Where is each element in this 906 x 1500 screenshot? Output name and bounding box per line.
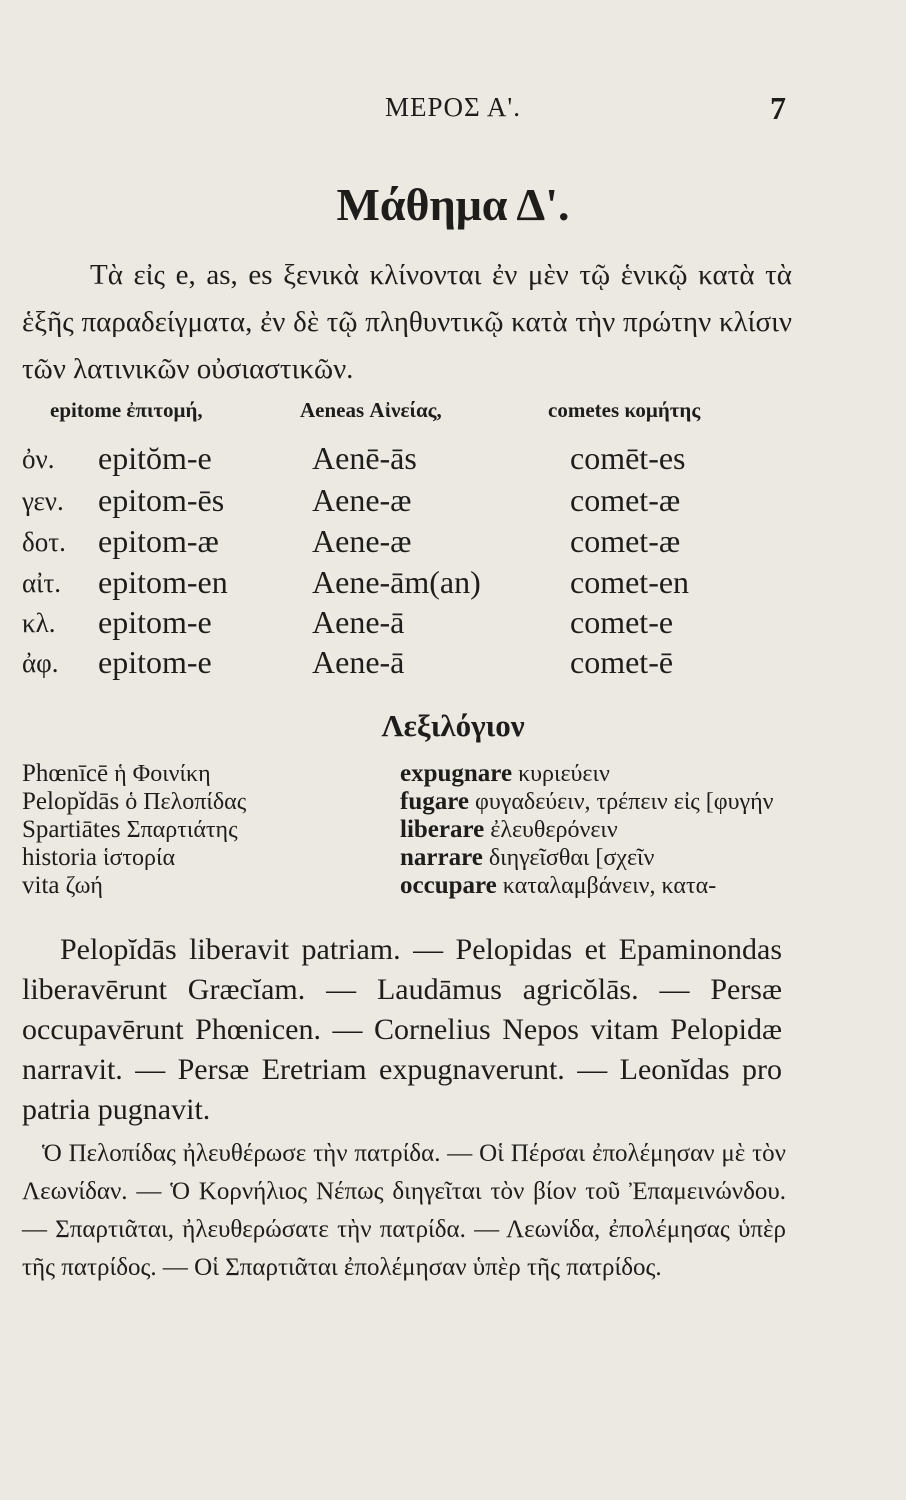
epitome-form: epitom-en	[98, 564, 228, 600]
lexicon-entry	[400, 844, 820, 872]
page-number: 7	[770, 90, 786, 126]
lexicon-left-column	[22, 760, 382, 900]
lexicon-latin: Phœnīcē	[22, 760, 109, 787]
case-label: αἰτ.	[22, 568, 62, 598]
declension-row	[22, 482, 882, 526]
declension-row	[22, 440, 882, 484]
lexicon-entry	[22, 760, 382, 788]
declension-row	[22, 644, 882, 688]
lexicon-entry	[400, 872, 820, 900]
lexicon-greek: κυριεύειν	[518, 761, 610, 787]
declension-row	[22, 523, 882, 567]
declension-row	[22, 564, 882, 608]
lexicon-latin: narrare	[400, 844, 483, 871]
aeneas-form: Aenē-ās	[312, 440, 417, 476]
declension-header-aeneas: Aeneas Αἰνείας,	[300, 398, 442, 422]
lexicon-greek: ζωή	[65, 873, 103, 899]
lexicon-greek: ἱστορία	[103, 845, 176, 871]
lexicon-greek: ἡ Φοινίκη	[114, 761, 211, 787]
lexicon-entry	[400, 760, 820, 788]
declension-row	[22, 604, 882, 648]
lexicon-latin: fugare	[400, 788, 469, 815]
lexicon-latin: expugnare	[400, 760, 513, 787]
lexicon-greek: ὁ Πελοπίδας	[125, 789, 247, 815]
lexicon-greek: Σπαρτιάτης	[126, 817, 238, 843]
case-label: ἀφ.	[22, 648, 59, 678]
lexicon-latin: occupare	[400, 872, 497, 899]
aeneas-form: Aene-ā	[312, 644, 405, 680]
lexicon-right-column	[400, 760, 820, 900]
case-label: γεν.	[22, 486, 64, 516]
declension-header-epitome: epitome ἐπιτομή,	[50, 398, 203, 422]
aeneas-form: Aene-æ	[312, 482, 412, 518]
cometes-form: comet-æ	[570, 482, 681, 518]
lexicon-title: Λεξιλόγιον	[381, 708, 525, 743]
greek-exercise-paragraph: Ὁ Πελοπίδας ἠλευθέρωσε τὴν πατρίδα. — Οἱ Πέρσαι ἐπολέμησαν μὲ τὸν Λεωνίδαν. — Ὁ Κορνήλιος Νέπως διηγεῖται τὸν βίον τοῦ Ἐπαμεινώνδου. — Σπαρτιᾶται, ἠλευθερώσατε τὴν πατρίδα. — Λεωνίδα, ἐπολέμησας ὑπὲρ τῆς πατρίδος. — Οἱ Σπαρτιᾶται ἐπολέμησαν ὑπὲρ τῆς πατρίδος.	[22, 1140, 786, 1281]
epitome-form: epitom-ēs	[98, 482, 225, 518]
lexicon-greek: καταλαμβάνειν, κατα-	[502, 873, 717, 899]
lexicon-entry	[400, 816, 820, 844]
lexicon-greek: ἐλευθερόνειν	[490, 817, 618, 843]
lexicon-entry	[22, 788, 382, 816]
lexicon-latin: vita	[22, 872, 60, 899]
cometes-form: comet-æ	[570, 523, 681, 559]
case-label: δοτ.	[22, 527, 66, 557]
cometes-form: comēt-es	[570, 440, 686, 476]
epitome-form: epitom-æ	[98, 523, 219, 559]
lexicon-latin: liberare	[400, 816, 485, 843]
epitome-form: epitŏm-e	[98, 440, 212, 476]
cometes-form: comet-ē	[570, 644, 674, 680]
lesson-title: Μάθημα Δ'.	[336, 179, 570, 230]
latin-exercise-paragraph: Pelopĭdās liberavit patriam. — Pelopidas et Epaminondas liberavērunt Græcĭam. — Laudāmus agricŏlās. — Persæ occupavērunt Phœnicen. — Cornelius Nepos vitam Pelopidæ narravit. — Persæ Eretriam expugnaverunt. — Leonĭdas pro patria pugnavit.	[22, 933, 782, 1126]
lexicon-entry	[22, 872, 382, 900]
lexicon-greek: διηγεῖσθαι [σχεῖν	[488, 845, 655, 871]
lexicon-greek: φυγαδεύειν, τρέπειν εἰς [φυγήν	[474, 789, 774, 815]
aeneas-form: Aene-æ	[312, 523, 412, 559]
cometes-form: comet-e	[570, 604, 674, 640]
lexicon-entry	[22, 816, 382, 844]
declension-header-cometes: cometes κομήτης	[548, 398, 701, 422]
aeneas-form: Aene-ā	[312, 604, 405, 640]
lexicon-latin: historia	[22, 844, 97, 871]
lexicon-latin: Spartiātes	[22, 816, 121, 843]
cometes-form: comet-en	[570, 564, 690, 600]
lexicon-latin: Pelopĭdās	[22, 788, 120, 815]
epitome-form: epitom-e	[98, 644, 212, 680]
case-label: ὀν.	[22, 444, 55, 474]
case-label: κλ.	[22, 608, 56, 638]
lexicon-entry	[22, 844, 382, 872]
intro-paragraph: Τὰ εἰς e, as, es ξενικὰ κλίνονται ἐν μὲν τῷ ἑνικῷ κατὰ τὰ ἑξῆς παραδείγματα, ἐν δὲ τῷ πληθυντικῷ κατὰ τὴν πρώτην κλίσιν τῶν λατινικῶν οὐσιαστικῶν.	[22, 259, 792, 385]
running-title: ΜΕΡΟΣ Α'.	[384, 92, 522, 122]
epitome-form: epitom-e	[98, 604, 212, 640]
lexicon-entry	[400, 788, 820, 816]
aeneas-form: Aene-ām(an)	[312, 564, 481, 600]
